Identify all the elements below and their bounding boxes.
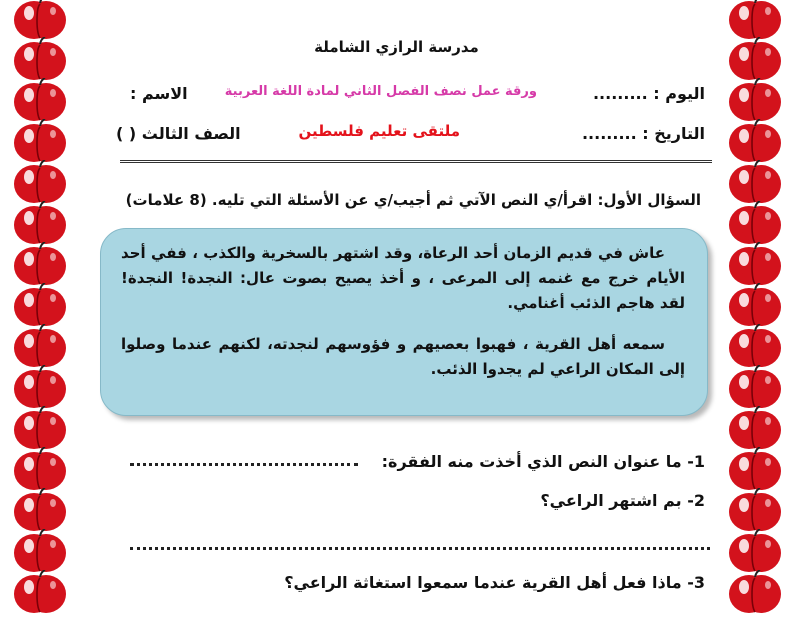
apple-icon <box>8 119 72 165</box>
question-2: 2- بم اشتهر الراعي؟ <box>540 491 705 510</box>
answer-line-2 <box>130 547 710 550</box>
apple-icon <box>8 324 72 370</box>
apple-icon <box>8 406 72 452</box>
apple-icon <box>723 78 787 124</box>
apple-icon <box>723 119 787 165</box>
forum-name: ملتقى تعليم فلسطين <box>298 122 460 140</box>
header-divider <box>120 160 712 163</box>
worksheet-page <box>78 0 715 610</box>
apple-icon <box>723 283 787 329</box>
apple-icon <box>723 242 787 288</box>
apple-icon <box>8 78 72 124</box>
apple-icon <box>723 201 787 247</box>
apple-icon <box>8 283 72 329</box>
passage-paragraph: عاش في قديم الزمان أحد الرعاة، وقد اشتهر بالسخرية والكذب ، ففي أحد الأيام خرج مع غنمه إلى المرعى ، و أخذ يصيح بصوت عال: النجدة! النجدة! لقد هاجم الذئب أغنامي. <box>121 244 685 312</box>
apple-icon <box>723 406 787 452</box>
apple-icon <box>8 242 72 288</box>
name-field: الاسم : <box>130 84 188 103</box>
apple-icon <box>8 0 72 42</box>
reading-passage <box>100 228 708 416</box>
apple-icon <box>723 37 787 83</box>
apple-icon <box>723 365 787 411</box>
apple-icon <box>723 324 787 370</box>
date-field: التاريخ : ......... <box>581 124 705 143</box>
apple-icon <box>8 37 72 83</box>
apple-icon <box>723 160 787 206</box>
apple-icon <box>723 0 787 42</box>
answer-line-1 <box>130 463 358 466</box>
apple-icon <box>8 160 72 206</box>
passage-paragraph: سمعه أهل القرية ، فهبوا بعصيهم و فؤوسهم لنجدته، لكنهم عندما وصلوا إلى المكان الراعي لم يجدوا الذئب. <box>121 335 685 378</box>
question-one-heading: السؤال الأول: اقرأ/ي النص الآتي ثم أجيب/ي عن الأسئلة التي تليه. (8 علامات) <box>125 191 701 209</box>
day-field: اليوم : ......... <box>592 84 705 103</box>
apple-icon <box>8 201 72 247</box>
apple-icon <box>723 529 787 575</box>
grade-field: الصف الثالث ( ) <box>116 124 241 143</box>
school-name: مدرسة الرازي الشاملة <box>314 38 479 56</box>
apple-icon <box>723 488 787 534</box>
worksheet-subject: ورقة عمل نصف الفصل الثاني لمادة اللغة العربية <box>224 84 537 99</box>
question-3: 3- ماذا فعل أهل القرية عندما سمعوا استغاثة الراعي؟ <box>284 573 705 592</box>
apple-icon <box>8 488 72 534</box>
apple-icon <box>8 570 72 616</box>
right-apple-border <box>715 0 793 610</box>
apple-icon <box>8 365 72 411</box>
question-1: 1- ما عنوان النص الذي أخذت منه الفقرة: <box>381 452 705 471</box>
apple-icon <box>8 529 72 575</box>
apple-icon <box>723 570 787 616</box>
left-apple-border <box>0 0 78 610</box>
apple-icon <box>723 447 787 493</box>
apple-icon <box>8 447 72 493</box>
